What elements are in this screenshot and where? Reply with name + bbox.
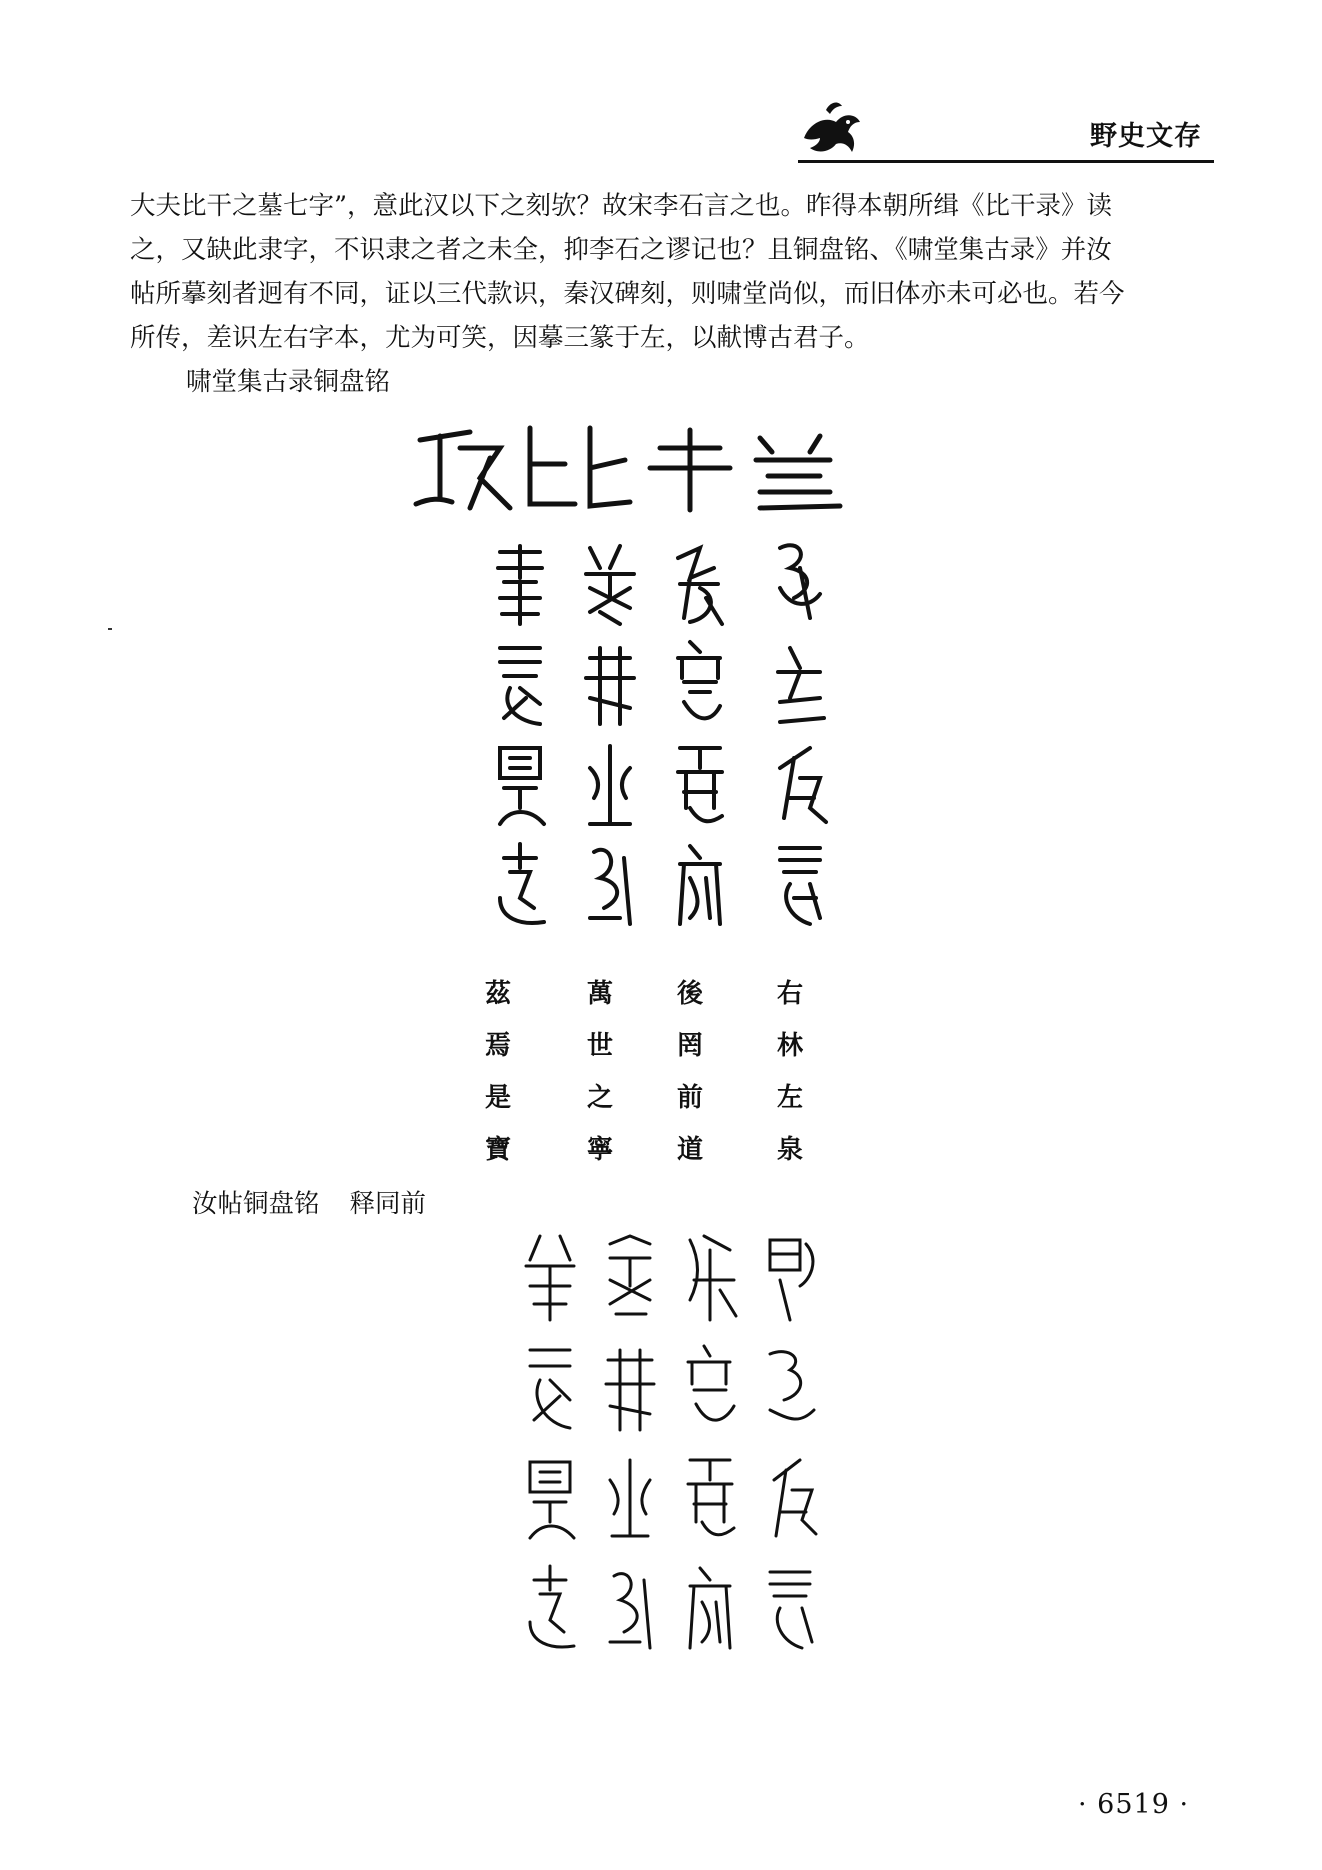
body-paragraph xyxy=(130,184,1215,360)
transcription-char: 世 xyxy=(586,1031,613,1061)
print-speck xyxy=(108,628,112,630)
transcription-char: 後 xyxy=(676,979,703,1009)
caption-title: 汝帖铜盘铭 xyxy=(192,1189,320,1219)
transcription-char: 前 xyxy=(676,1083,703,1113)
seal-script-inscription-2-image xyxy=(510,1220,850,1670)
transcription-char: 寶 xyxy=(484,1135,511,1165)
transcription-column xyxy=(580,968,620,1176)
transcription-char: 林 xyxy=(776,1031,803,1061)
transcription-char: 是 xyxy=(484,1083,511,1113)
transcription-char: 罔 xyxy=(676,1031,703,1061)
transcription-char: 之 xyxy=(586,1083,613,1113)
body-line: 所传，差识左右字本，尤为可笑，因摹三篆于左，以献博古君子。 xyxy=(130,323,870,353)
transcription-char: 道 xyxy=(676,1135,703,1165)
transcription-column xyxy=(770,968,810,1176)
archaic-title-glyphs-image xyxy=(400,418,860,518)
transcription-column xyxy=(478,968,518,1176)
page-number: · 6519 · xyxy=(1078,1789,1190,1820)
transcription-char: 焉 xyxy=(484,1031,511,1061)
transcription-char: 萬 xyxy=(586,979,613,1009)
seal-script-inscription-1-image xyxy=(480,528,850,948)
transcription-char: 寧 xyxy=(586,1135,613,1165)
caption-note: 释同前 xyxy=(349,1189,427,1219)
transcription-char: 茲 xyxy=(484,979,511,1009)
caption-xiaotang-inscription: 啸堂集古录铜盘铭 xyxy=(186,367,391,397)
transcription-column xyxy=(670,968,710,1176)
body-line: 大夫比干之墓七字”，意此汉以下之刻欤？故宋李石言之也。昨得本朝所缉《比干录》读 xyxy=(130,191,1113,221)
body-line: 帖所摹刻者迥有不同，证以三代款识，秦汉碑刻，则啸堂尚似，而旧体亦未可必也。若今 xyxy=(130,279,1125,309)
transcription-char: 左 xyxy=(776,1083,803,1113)
header-rule xyxy=(798,160,1214,163)
dragon-emblem-icon xyxy=(796,92,866,162)
transcription-char: 泉 xyxy=(776,1135,803,1165)
transcription-char: 右 xyxy=(776,979,803,1009)
inscription-transcription xyxy=(470,968,810,1168)
running-header-title: 野史文存 xyxy=(1090,121,1202,152)
caption-ru-tie-inscription xyxy=(192,1184,426,1220)
body-line: 之，又缺此隶字，不识隶之者之未全，抑李石之谬记也？且铜盘铭、《啸堂集古录》并汝 xyxy=(130,235,1112,265)
